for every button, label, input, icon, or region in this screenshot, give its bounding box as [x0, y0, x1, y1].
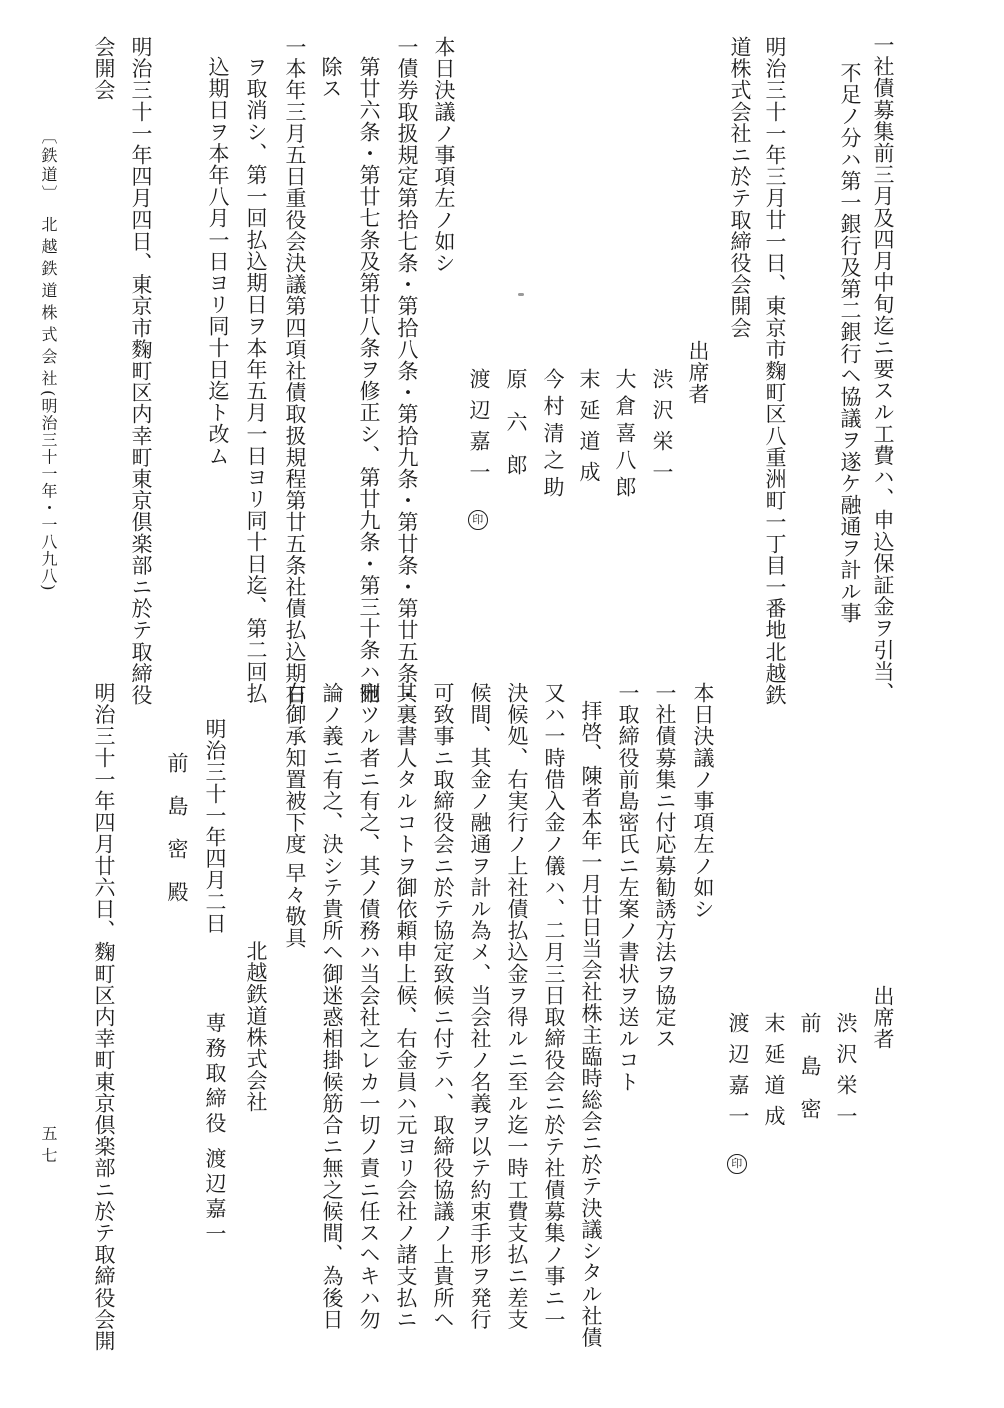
agenda-line-1: 一社債募集前三月及四月中旬迄ニ要スル工費ハ、申込保証金ヲ引当、: [871, 34, 895, 704]
letter-line-6: 其裏書人タルコトヲ御依頼申上候、右金員ハ元ヨリ会社ノ諸支払ニ: [394, 682, 418, 1330]
resolution-b-1: 一社債募集ニ付応募勧誘方法ヲ協定ス: [653, 682, 677, 1050]
footer-year: (明治三十一年・一八九八): [39, 390, 58, 592]
footer-category: 〔鉄道〕: [39, 128, 58, 204]
attendee-b-3: 末延道成: [762, 1012, 786, 1136]
resolutions-a-heading: 本日決議ノ事項左ノ如シ: [432, 36, 456, 274]
resolution-a-2-line-2: ヲ取消シ、第一回払込期日ヲ本年五月一日ヨリ同十日迄、第二回払: [244, 56, 268, 704]
letter-line-2: 又ハ一時借入金ノ儀ハ、二月三日取締役会ニ於テ社債募集ノ事ニ一: [542, 682, 566, 1330]
letter-date: 明治三十一年四月二日: [203, 718, 227, 934]
letter-line-3: 決候処、右実行ノ上社債払込金ヲ得ルニ至ル迄一時工費支払ニ差支: [505, 682, 529, 1330]
scan-speck: [518, 293, 524, 296]
letter-line-1: 拝啓、陳者本年一月廿日当会社株主臨時総会ニ於テ決議シタル社債: [579, 700, 603, 1348]
meeting-b-date-line-1: 明治三十一年四月四日、東京市麴町区内幸町東京倶楽部ニ於テ取締役: [129, 36, 153, 706]
letter-line-7: 宛ツル者ニ有之、其ノ債務ハ当会社之レカ一切ノ責ニ任スヘキハ勿: [357, 682, 381, 1330]
letter-signatory: 専務取締役 渡辺嘉一: [203, 1012, 227, 1248]
meeting-a-date-line-1: 明治三十一年三月廿一日、東京市麴町区八重洲町一丁目一番地北越鉄: [763, 36, 787, 706]
resolution-a-1-line-1: 一債券取扱規定第拾七条・第拾八条・第拾九条・第廿条・第廿五条・: [395, 36, 419, 706]
resolutions-b-heading: 本日決議ノ事項左ノ如シ: [691, 682, 715, 920]
resolution-a-2-line-3: 込期日ヲ本年八月一日ヨリ同十日迄ト改ム: [206, 56, 230, 467]
attendee-a-1: 渋沢栄一: [650, 368, 674, 492]
attendee-a-6: 渡辺嘉一: [467, 368, 491, 492]
attendee-b-1: 渋沢栄一: [834, 1012, 858, 1136]
letter-line-9: 右御承知置被下度 早々敬具: [283, 682, 307, 949]
resolution-a-2-line-1: 一本年三月五日重役会決議第四項社債取扱規程第廿五条社債払込期日: [283, 36, 307, 706]
seal-mark-a: 印: [467, 506, 488, 530]
meeting-a-date-line-2: 道株式会社ニ於テ取締役会開会: [728, 36, 752, 339]
meeting-c-date-line-1: 明治三十一年四月廿六日、麴町区内幸町東京倶楽部ニ於テ取締役会開: [92, 682, 116, 1352]
letter-company: 北越鉄道株式会社: [244, 940, 268, 1113]
letter-line-4: 候間、其金ノ融通ヲ計ル為メ、当会社ノ名義ヲ以テ約束手形ヲ発行: [468, 682, 492, 1330]
resolution-b-2: 一取締役前島密氏ニ左案ノ書状ヲ送ルコト: [616, 682, 640, 1093]
letter-addressee: 前島密殿: [165, 752, 189, 924]
letter-line-8: 論ノ義ニ有之、決シテ貴所ヘ御迷惑相掛候筋合ニ無之候間、為後日: [320, 682, 344, 1330]
attendee-b-2: 前島密: [798, 1012, 822, 1141]
meeting-b-date-line-2: 会開会: [92, 36, 116, 101]
page-number: 五七: [39, 1125, 58, 1169]
footer-company: 北越鉄道株式会社: [39, 216, 58, 392]
resolution-a-1-line-2: 第廿六条・第廿七条及第廿八条ヲ修正シ、第廿九条・第三十条ハ刪: [357, 56, 381, 704]
attendee-a-4: 今村清之助: [541, 368, 565, 503]
attendee-a-2: 大倉喜八郎: [613, 368, 637, 503]
attendees-label-b: 出席者: [871, 985, 895, 1050]
attendees-label-a: 出席者: [686, 340, 710, 405]
letter-line-5: 可致事ニ取締役会ニ於テ協定致候ニ付テハ、取締役協議ノ上貴所ヘ: [431, 682, 455, 1330]
attendee-a-3: 末延道成: [577, 368, 601, 492]
agenda-line-2: 不足ノ分ハ第一銀行及第二銀行ヘ協議ヲ遂ケ融通ヲ計ル事: [838, 62, 862, 624]
seal-mark-b: 印: [726, 1150, 747, 1174]
resolution-a-1-line-3: 除ス: [319, 56, 343, 100]
attendee-b-4: 渡辺嘉一: [726, 1012, 750, 1136]
attendee-a-5: 原六郎: [504, 368, 528, 497]
